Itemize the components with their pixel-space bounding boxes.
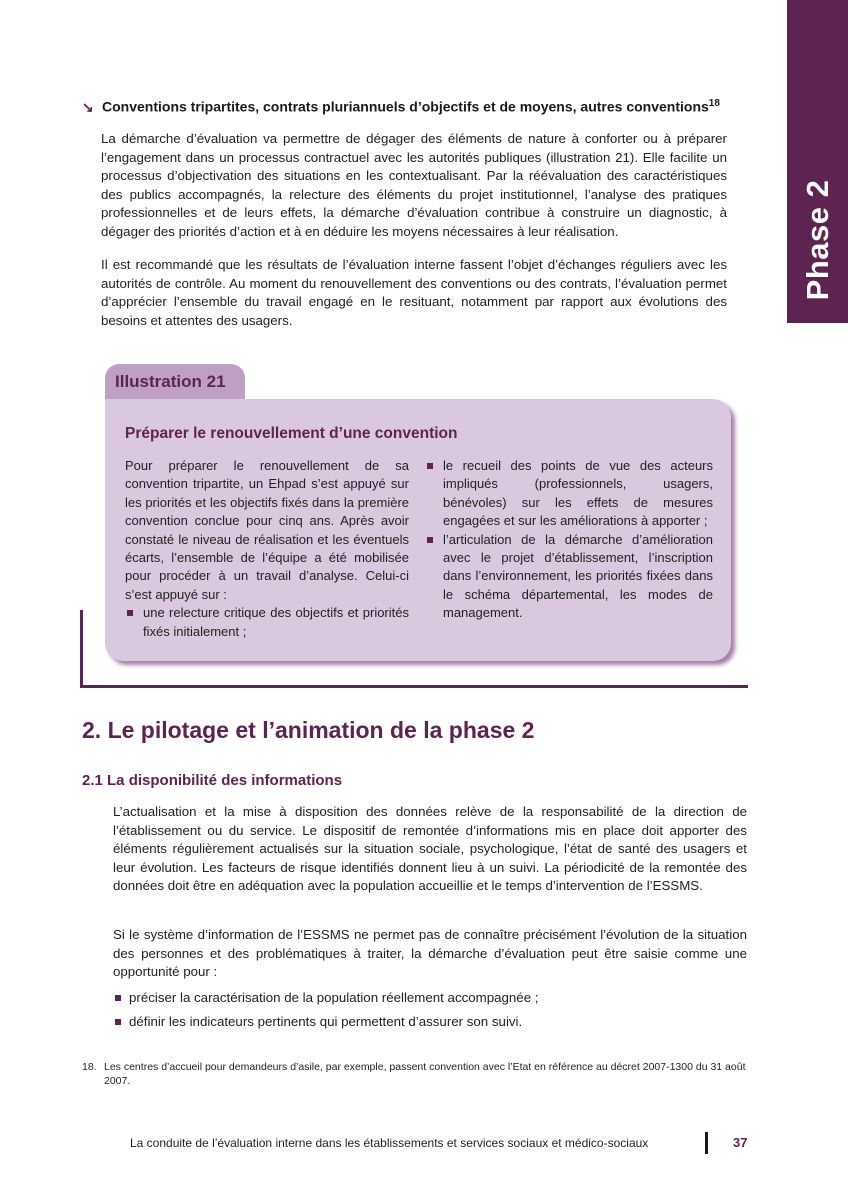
footnote-text: Les centres d’accueil pour demandeurs d’asile, par exemple, passent convention avec l’Etat en référence au décret 2007-1300 du 31 août 2007. <box>104 1061 746 1087</box>
illustration-title: Préparer le renouvellement d’une convention <box>125 425 458 442</box>
footer-title: La conduite de l’évaluation interne dans les établissements et services sociaux et médico-sociaux <box>130 1136 649 1150</box>
section-heading <box>82 98 742 116</box>
square-bullet-icon <box>115 1019 121 1025</box>
phase-tab-label: Phase 2 <box>799 179 835 301</box>
footnote <box>82 1060 750 1088</box>
body-paragraph-2: Si le système d’information de l’ESSMS ne permet pas de connaître précisément l’évolution de la situation des personnes et des problématiques à traiter, la démarche d’évaluation peut être saisie comme une opportunité pour : <box>113 927 747 980</box>
list-item: définir les indicateurs pertinents qui permettent d’assurer son suivi. <box>113 1013 733 1032</box>
section-title: 2. Le pilotage et l’animation de la phase 2 <box>82 717 535 743</box>
square-bullet-icon <box>127 610 133 616</box>
intro-paragraph-2: Il est recommandé que les résultats de l’évaluation interne fassent l’objet d’échanges réguliers avec les autorités de contrôle. Au moment du renouvellement des conventions ou des contrats, l’évaluation permet d’apprécier l’ensemble du travail engagé en le resituant, notamment par rapport aux évolutions des besoins et attentes des usagers. <box>101 257 727 328</box>
illustration-label: Illustration 21 <box>115 372 226 391</box>
footnote-number: 18. <box>82 1061 97 1073</box>
section-heading-text: Conventions tripartites, contrats pluriannuels d’objectifs et de moyens, autres conventions <box>102 98 709 115</box>
illustration-right-column <box>425 457 713 623</box>
phase-tab <box>787 0 848 323</box>
footer-divider <box>705 1132 708 1154</box>
illustration-left-column <box>125 457 409 641</box>
illustration-box <box>105 399 731 661</box>
arrow-icon: ↘ <box>82 98 94 115</box>
page-number: 37 <box>733 1135 748 1150</box>
illustration-tab <box>105 364 245 400</box>
intro-paragraph-1: La démarche d’évaluation va permettre de dégager des éléments de nature à conforter ou à préparer l’engagement dans un processus contractuel avec les autorités publiques (illustration 21). Elle facilite un processus d’objectivation des situations en les contextualisant. Par la réévaluation des caractéristiques des publics accompagnés, la relecture des éléments du projet institutionnel, l’analyse des pratiques professionnelles et de leurs effets, la démarche d’évaluation contribue à construire un diagnostic, à dégager des priorités d’action et à en déduire les moyens nécessaires à leur réalisation. <box>101 131 727 239</box>
illustration-bracket-vertical <box>80 610 83 688</box>
footnote-ref[interactable]: 18 <box>708 98 720 109</box>
list-item: l’articulation de la démarche d’amélioration avec le projet d’établissement, l’inscription dans l’environnement, les priorités fixées dans le schéma départemental, les modes de management. <box>425 531 713 623</box>
illustration-left-text: Pour préparer le renouvellement de sa convention tripartite, un Ehpad s’est appuyé sur les priorités et les objectifs fixés dans la première convention conclue pour cinq ans. Après avoir constaté le niveau de réalisation et les éventuels écarts, l’ensemble de l’équipe a été mobilisée pour procéder à un travail d’analyse. Celui-ci s’est appuyé sur : <box>125 458 409 602</box>
body-bullet-list <box>113 989 733 1031</box>
square-bullet-icon <box>427 537 433 543</box>
body-paragraph-1: L’actualisation et la mise à disposition des données relève de la responsabilité de la direction de l’établissement ou du service. Le dispositif de remontée d’informations mis en place doit apporter des éléments régulièrement actualisés sur la situation sociale, psychologique, l’état de santé des usagers et leur évolution. Les facteurs de risque identifiés donnent lieu à un suivi. La périodicité de la remontée des données doit être en adéquation avec la population accueillie et le temps d’intervention de l’ESSMS. <box>113 804 747 894</box>
list-item: préciser la caractérisation de la population réellement accompagnée ; <box>113 989 733 1008</box>
list-item: le recueil des points de vue des acteurs impliqués (professionnels, usagers, bénévoles) sur les effets de mesures engagées et sur les améliorations à apporter ; <box>425 457 713 531</box>
square-bullet-icon <box>115 995 121 1001</box>
list-item: une relecture critique des objectifs et priorités fixés initialement ; <box>125 604 409 641</box>
illustration-bracket-horizontal <box>80 685 748 688</box>
subsection-title: 2.1 La disponibilité des informations <box>82 772 343 789</box>
square-bullet-icon <box>427 463 433 469</box>
